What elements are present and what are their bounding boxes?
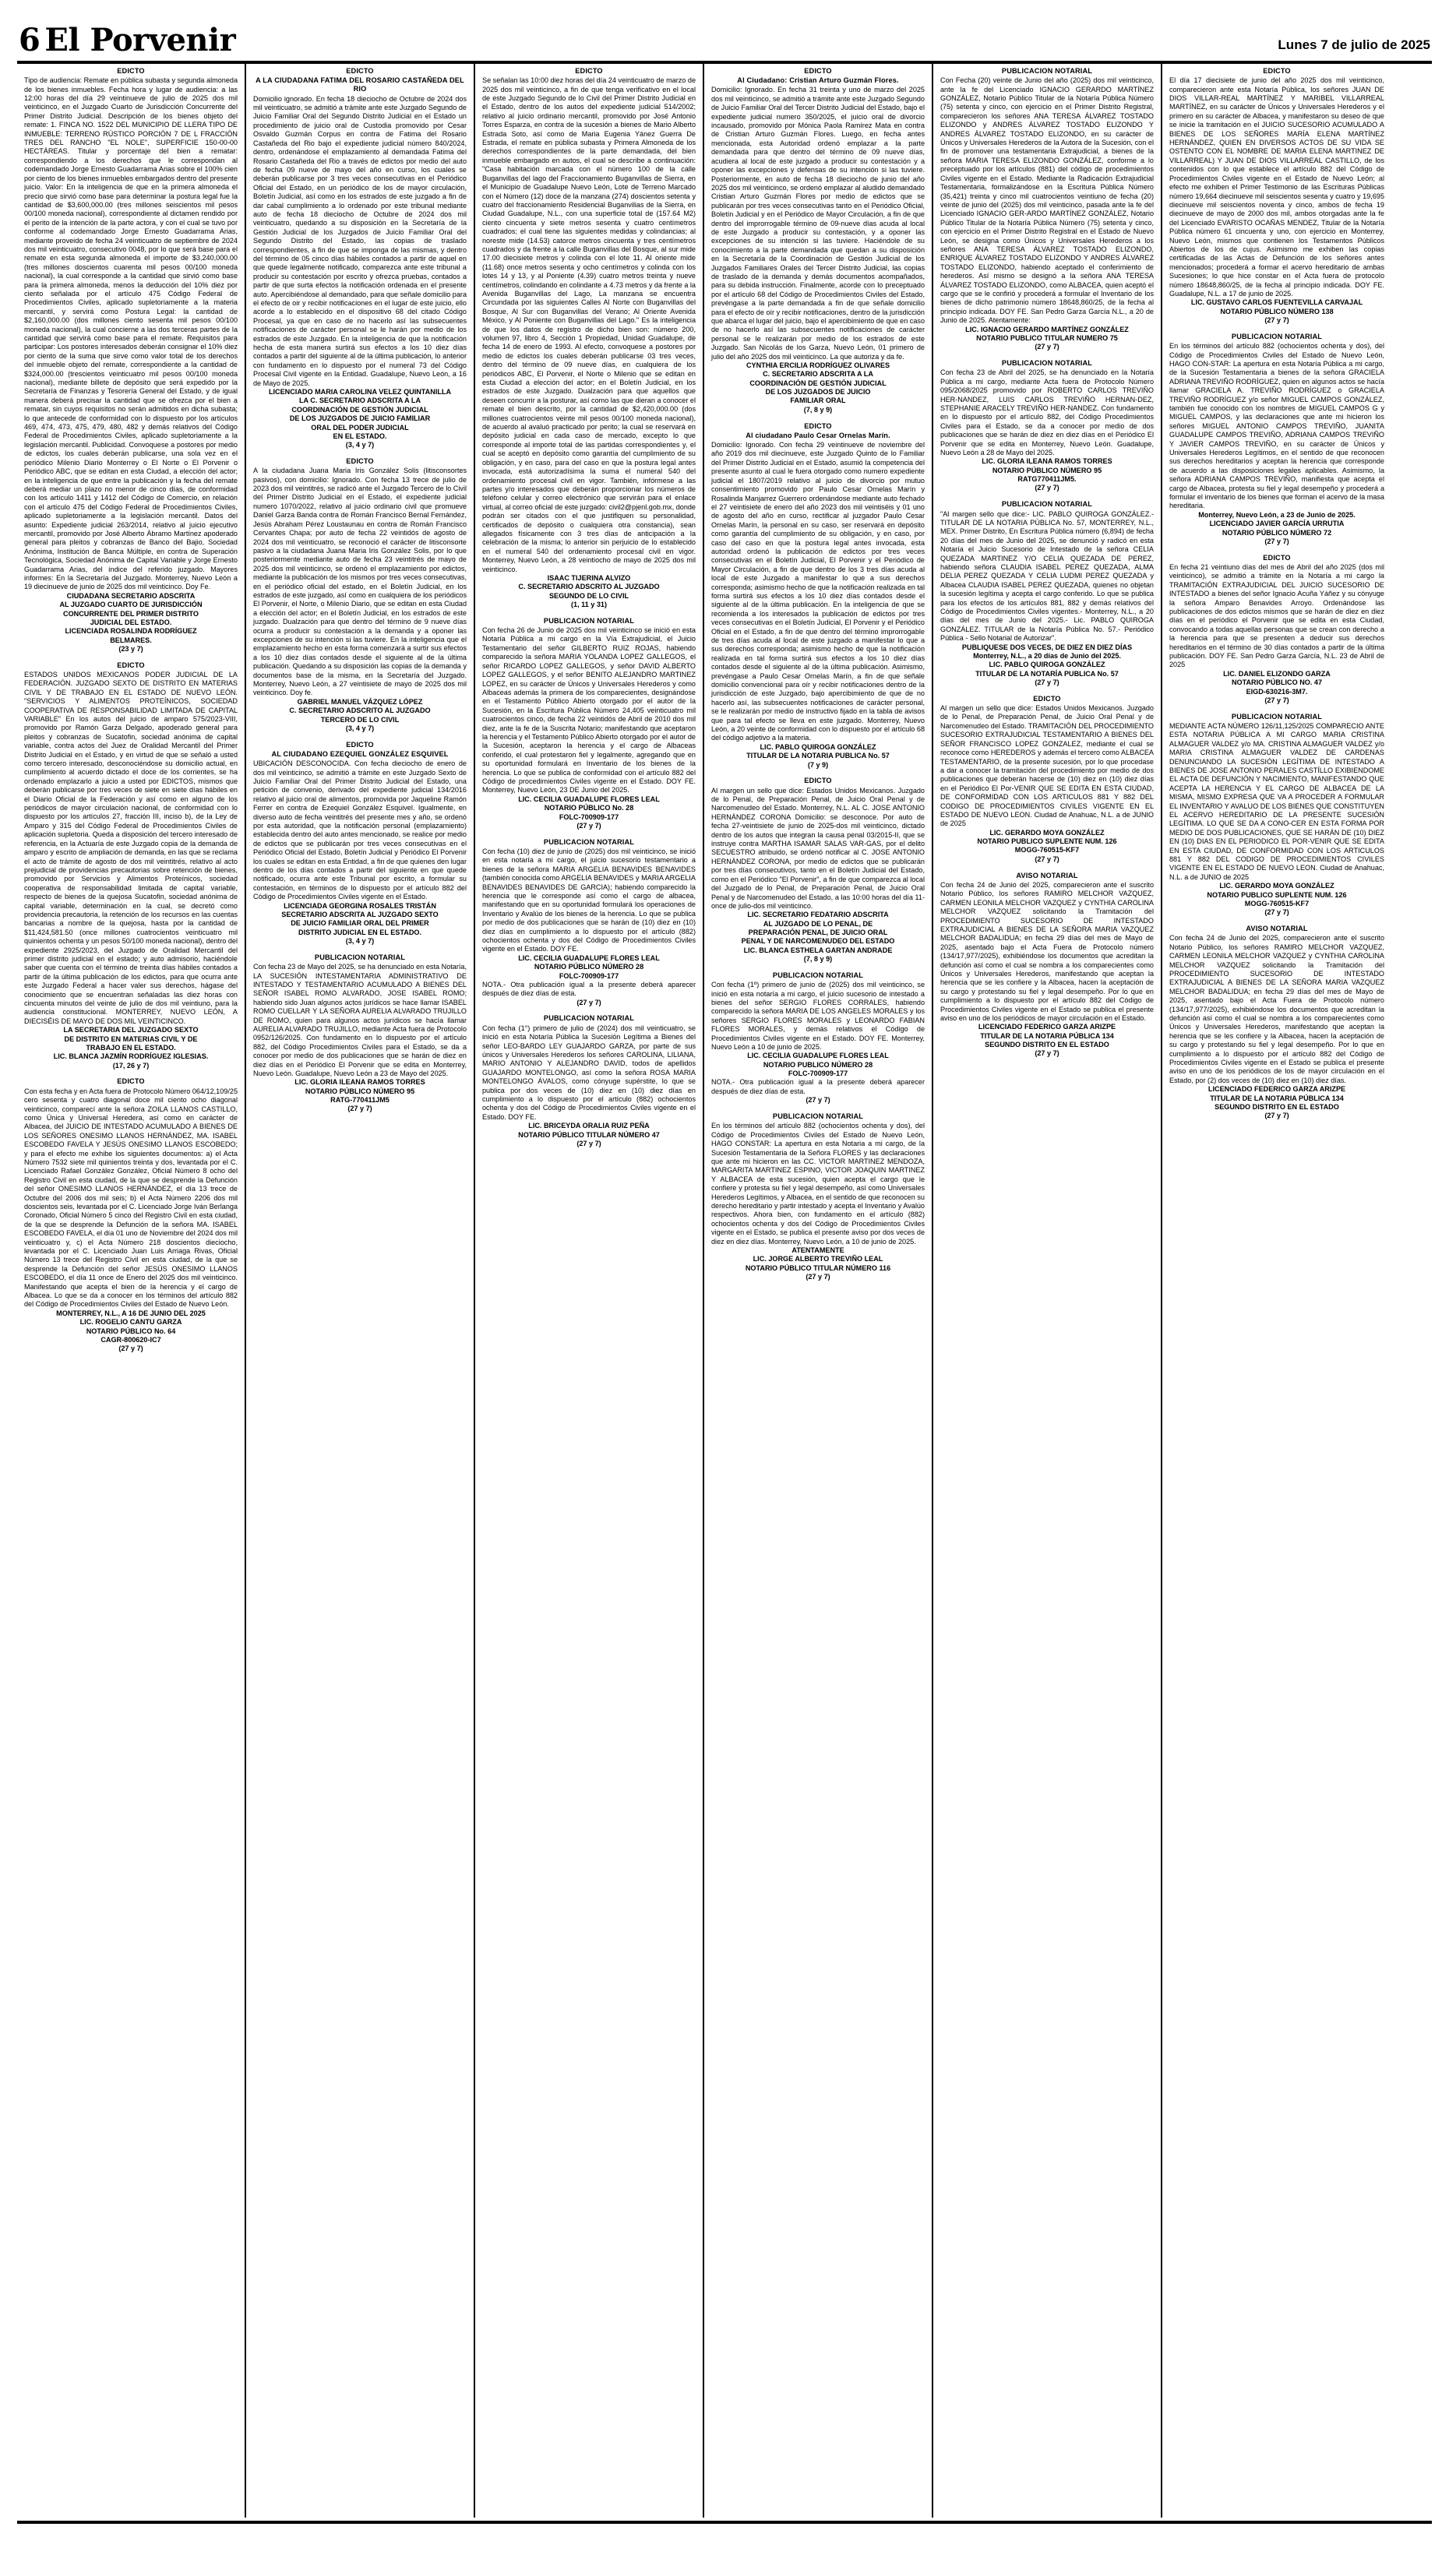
notice-signature-line: Monterrey, N.L., a 20 días de Junio del 2025. <box>973 651 1121 660</box>
notice-signature-line: PREPARACIÓN PENAL, DE JUICIO ORAL <box>748 929 888 937</box>
publication-mark: (27 y 7) <box>1264 1112 1289 1120</box>
notice-heading: PUBLICACION NOTARIAL <box>543 616 635 625</box>
notice-heading: PUBLICACION NOTARIAL <box>772 1112 864 1121</box>
notice-signature-line: LA SECRETARIA DEL JUZGADO SEXTO <box>63 1026 199 1034</box>
notice-signature-line: TERCERO DE LO CIVIL <box>320 715 400 724</box>
notice-body: Con fecha (10) diez de junio de (2025) dos mil veinticinco, se inició en esta notaría a mi cargo, el juicio sucesorio testamentario a bienes de la señora MARIA ARGELIA BENAVIDES BENAVIDES (también conocida como ARGELIA BENAVIDES y MARIA ARGELIA BENAVIDES BENAVIDES DE GARCIA); habiendo comparecido la herencia que le corresponde así como el cargo de albacea, manifestando que en su oportunidad formulará los operaciones de Inventario y Avalúo de los bienes de la herencia. Lo que se publica por medio de dos publicaciones que se harán de (10) diez en (10) diez días en cumplimiento a lo dispuesto por el artículo (882) ochocientos ochenta y dos del Código de Procedimientos Civiles vigente en el Estado. DOY FE. <box>482 847 696 953</box>
notice-signature-line: CAGR-800620-IC7 <box>100 1335 161 1344</box>
notice-body: MEDIANTE ACTA NÚMERO 126/11,125/2025 COMPARECIO ANTE ESTA NOTARIA PÚBLICA A MI CARGO MARIA CRISTINA ALMAGUER VALDEZ y/o MA. CRISTINA ALMAGUER VALDEZ y/o MARIA CRISTINA ALMAGUER VALDEZ DE CARDENAS DENUNCIANDO LA SUCESIÓN LEGÍTIMA DE INTESTADO A BIENES DE JOSE ANTONIO PERALES CASTÍLLO EXIBIENDOME EL ACTA DE DEFUNCIÓN Y NACIMIENTO, MANIFESTANDO QUE ACEPTA LA HERENCIA Y EL CARGO DE ALBACEA DE LA MISMA, MISMO EXPRESA QUE VA A PROCEDER A FORMULAR EL INVENTARIO Y AVALUO DE LOS BIENES QUE CONSTITUYEN EL ACERVO HEREDITARIO DE LA PRESENTE SUCESIÓN LEGÍTIMA. LO QUE SE DA A CONO-CER EN ESTA FORMA POR MEDIO DE DOS PUBLICACIONES, QUE SE HARÁN DE (10) DIEZ EN (10) DIAS EN EL PERIODICO EL POR-VENIR QUE SE EDITA EN ESTA CIUDAD, DE CONFORMIDAD CON LOS ARTICULOS 881 Y 882 DEL CODIGO DE PROCEDIMIENTOS CIVILES VIGENTE EN EL ESTADO DE NUEVO LEON. Ciudad de Anahuac, N.L. a de JUNIO de 2025 <box>1169 721 1384 881</box>
notice-heading: EDICTO <box>346 457 374 466</box>
footer-rule <box>17 2521 1432 2524</box>
notice-heading: PUBLICACION NOTARIAL <box>314 953 406 961</box>
publication-mark: (27 y 7) <box>1264 316 1289 325</box>
notice <box>940 695 1154 865</box>
notice-signature-line: JUDICIAL DEL ESTADO. <box>90 618 172 626</box>
notice-signature-line: ISAAC TIJERINA ALVIZO <box>547 573 631 582</box>
notice-heading: PUBLICACION NOTARIAL <box>1231 712 1323 721</box>
notice-heading: EDICTO <box>804 67 832 75</box>
notice-signature-line: LA C. SECRETARIO ADSCRITA A LA <box>298 396 421 405</box>
masthead <box>0 0 1449 61</box>
publication-mark: (7, 8 y 9) <box>803 955 833 964</box>
notice-signature-line: NOTARIO PUBLICO NÚMERO 28 <box>763 1060 873 1069</box>
notice-heading: EDICTO <box>1263 67 1291 75</box>
notice <box>940 872 1154 1059</box>
publication-mark: (27 y 7) <box>1035 484 1059 492</box>
notice-signature-line: SEGUNDO DISTRITO EN EL ESTADO <box>1215 1102 1339 1111</box>
notice-signature-line: SECRETARIO ADSCRITA AL JUZGADO SEXTO <box>281 911 439 918</box>
notice-body: En fecha 21 veintiuno días del mes de Abril del año 2025 (dos mil veinticinco), se admitió a trámite en la Notaría a mi cargo la TRAMITACIÓN EXTRAJUDICIAL DEL JUICIO SUCESORIO DE INTESTADO a bienes del señor Ignacio Acuña Yáñez y su cónyuge la señora Amparo Benavides Arroyo. Ordenándose las publicaciones de dos edictos mismos que se harán de diez en diez días en el periódico el Porvenir que se edita en esta Ciudad, convocando a todas aquellas personas que se crean con derecho a la herencia para que se presenten a deducir sus derechos hereditarios en el término de 30 días contados a partir de la última publicación. DOY FE. San Pedro Garza García, N.L. 23 de Abril de 2025 <box>1169 562 1384 669</box>
column-2 <box>246 64 475 2518</box>
notice-signature-line: DE JUICIO FAMILIAR ORAL DEL PRIMER <box>291 919 429 928</box>
notice-signature-line: LIC. BLANCA ESTHELA GARTAN ANDRADE <box>743 946 893 954</box>
publication-mark: (27 y 7) <box>1035 678 1059 687</box>
notice-signature-line: LICENCIADO FEDERICO GARZA ARIZPE <box>978 1023 1116 1031</box>
notice-signature-line: DE DISTRITO EN MATERIAS CIVIL Y DE <box>64 1034 198 1043</box>
notice-signature-line: NOTARIO PÚBLICO NÚMERO 95 <box>305 1087 415 1095</box>
notice <box>253 953 467 1114</box>
notice-body: ESTADOS UNIDOS MEXICANOS PODER JUDICIAL DE LA FEDERACIÓN. JUZGADO SEXTO DE DISTRITO EN MATERIAS CIVIL Y DE TRABAJO EN EL ESTADO DE NUEVO LEÓN. "SERVICIOS Y ALIMENTOS PROTEÍNICOS, SOCIEDAD COOPERATIVA DE RESPONSABILIDAD LIMITADA DE CAPITAL VARIABLE" En los autos del juicio de amparo 575/2023-VIII, promovido por Ramón Garza Delgado, apoderado general para pleitos y cobranzas de Sucatofin, sociedad anónima de capital variable, contra actos del Juez de Oralidad Mercantil del Primer Distrito Judicial en el Estado, y en virtud de que se señaló a usted como tercero interesado, desconociéndose su domicilio actual, en cumplimiento al acuerdo dictado el doce de los corrientes, se ha ordenado emplazarlo a juicio a usted por EDICTOS, mismos que deberán publicarse por tres veces de siete en siete días hábiles en el Diario Oficial de la Federación y así como en alguno de los periódicos de mayor circulación nacional, de conformidad con lo dispuesto por los artículos 27, fracción III, inciso b), de la Ley de Amparo y 315 del Código Federal de Procedimientos Civiles de aplicación supletoria. Queda a disposición del tercero interesado de referencia, en la Actuaría de este Juzgado copia de la demanda de amparo y escrito de ampliación de demanda, en las que se reclama el acto de trámite de agosto de dos mil veintitrés, relativo al acto prejudicial de providencias precautorias sobre retención de bienes, promovido por Servicios y Alimentos Proteínicos, sociedad cooperativa de responsabilidad limitada de capital variable, respecto de bienes de la quejosa Sucatofin, sociedad anónima de capital variable, determinación en la cual, se decretó como providencia precautoria, la retención de los recursos en las cuentas bancarias a nombre de la quejosa, hasta por la cantidad de $11,424,581.50 (once millones cuatrocientos veinticuatro mil quinientos ochenta y un pesos 50/100 moneda nacional), dentro del expediente 2925/2023, del Juzgado de Oralidad Mercantil del primer distrito judicial en el estado; y auto admisorio, haciéndole saber que cuenta con el término de treinta días hábiles contados a partir de la última publicación de los edictos, para que ocurra ante este Juzgado Federal a hacer valer sus derechos, hágase del conocimiento que se encuentran señaladas las diez horas con cincuenta minutos del veinte de julio de dos mil veintiuno, para la audiencia constitucional. MONTERREY, NUEVO LEÓN, A DIECISÉIS DE MAYO DE DOS MIL VEINTICINCO. <box>24 670 238 1025</box>
notice-heading: PUBLICACION NOTARIAL <box>1001 359 1093 368</box>
notice <box>253 741 467 946</box>
notice-heading: PUBLICACION NOTARIAL <box>1001 500 1093 509</box>
notice-body: Al margen un sello que dice: Estados Unidos Mexicanos. Juzgado de lo Penal, de Preparación Penal, de Juicio Oral Penal y de Narcomenudeo del Estado. TRAMITACIÓN DEL PROCEDIMIENTO SUCESORIO EXTRAJUDICIAL TESTAMENTARIO A BIENES DEL SEÑOR FRANCISCO LOPEZ GONZALEZ, mediante el cual se reconoce como HEREDEROS y además el tercero como ALBACEA TESTAMENTARIO, de la presente sucesión, por lo que procedase a dar a conocer la tramitación del procedimiento por medio de dos publicaciones que deberán hacerse de (10) diez en (10) diez días en el Periódico El Por-VENIR QUE SE EDITA EN ESTA CIUDAD, DE CONFORMIDAD CON LOS ARTICULOS 881 Y 882 DEL CODIGO DE PROCEDIMIENTOS CIVILES VIGENTE EN EL ESTADO DE NUEVO LEON. Ciudad de Anahuac, N.L. a de JUNIO de 2025 <box>940 704 1154 828</box>
publication-mark: (7, 8 y 9) <box>803 405 833 414</box>
publication-mark: (23 y 7) <box>118 644 143 653</box>
notice-heading: PUBLICACION NOTARIAL <box>1231 332 1323 340</box>
publication-mark: (17, 26 y 7) <box>112 1061 150 1070</box>
notice <box>482 1014 696 1148</box>
publication-mark: (27 y 7) <box>118 1344 143 1353</box>
notice <box>711 1112 925 1282</box>
notice-signature-line: LIC. BLANCA JAZMÍN RODRÍGUEZ IGLESIAS. <box>53 1052 209 1061</box>
notice <box>940 359 1154 493</box>
notice-body: UBICACIÓN DESCONOCIDA. Con fecha dieciocho de enero de dos mil veinticinco, se admitió a trámite en este Juzgado Sexto de Juicio Familiar Oral del Primer Distrito Judicial del Estado, una petición de convenio, derivado del expediente judicial 134/2016 relativo al juicio oral de alimentos, promovida por Jaqueline Ramón Ferrer en contra de Ezequiel González Esquivel. Igualmente, en diverso auto de fecha veintitrés del presente mes y año, se ordenó por esta autoridad, que la notificación personal (emplazamiento) establecida dentro del auto antes mencionado, se realice por medio de edictos que se publicarán por tres veces consecutivas en el Periódico Oficial del Estado, Boletín Judicial y Periódico El Porvenir los cuales se editan en esta Entidad, a fin de que quienes den lugar dentro de los días contados a partir del siguiente en que quede notificado, ocurra ante este Tribunal por escrito, a formular su contestación, en términos de lo dispuesto por el artículo 882 del Código de Procedimientos Civiles vigente en el Estado. <box>253 759 467 901</box>
notice-signature-line: NOTARIO PÚBLICO NÚMERO 28 <box>534 963 644 971</box>
publication-date: Lunes 7 de julio de 2025 <box>1278 37 1430 52</box>
notice-signature-line: LIC. BRICEYDA ORALIA RUIZ PEÑA <box>528 1122 650 1130</box>
notice-body: A la ciudadana Juana Maria Iris González Solis (litisconsortes pasivos), con domicilio: Ignorado. Con fecha 13 trece de julio de 2023 dos mil veintitrés, se radicó ante el Juzgado Tercero de lo Civil del Primer Distrito Judicial en el Estado, el expediente judicial numero 1070/2022, relativo al juicio ordinario civil que promueve Daniel Garza Banda contra de Román Francisco Bernal Fernández, Jesús Abraham Pérez Loustaunau en contra de Román Francisco Cervantes Chapa; por auto de fecha 22 veintidós de agosto de 2024 dos mil veinticuatro, se reconoció el carácter de litisconsorte pasivo a la ciudadana Juana Maria Iris González Solis, por lo que posteriormente mediante auto de fecha 23 veintitrés de mayo de 2025 dos mil veinticinco, se ordenó el emplazamiento por edictos, mediante la publicación de los mismos por tres veces consecutivas, en el periódico oficial del estado, en el Boletín Judicial, en los estrados de este juzgado, así como en cualquiera de los periódicos El Porvenir, el Norte, o Milenio Diario, que se editan en esta Ciudad a elección del actor; en el Boletín Judicial, en los estrados de este juzgado. Dualzación para que dentro del término de 9 nueve días ocurra a producir su contestación a la demanda y a oponer las excepciones de su intención si las tuviere. En la inteligencia que el emplazamiento hecho en esta forma comenzará a surtir sus efectos a los 10 diez días contados desde el siguiente al de la última publicación. Quedando a su disposición las copias de la demanda y documentos base de la misma, en la Secretaría del Juzgado. Monterrey, Nuevo León, a 27 veintisiete de mayo de 2025 dos mil veinticinco. Doy fe. <box>253 467 467 697</box>
notice-body: Con fecha 24 de Junio del 2025, comparecieron ante el suscrito Notario Público, los señores RAMIRO MELCHOR VAZQUEZ, CARMEN LEONILA MELCHOR VAZQUEZ y CYNTHIA CAROLINA MELCHOR VAZQUEZ solicitando la Tramitación del PROCEDIMIENTO SUCESORIO DE INTESTADO EXTRAJUDICIAL A BIENES DE LA SEÑORA MARIA VAZQUEZ MELCHOR BADALIDUA; en fecha 29 días del mes de Mayo de 2025, asentado bajo el Acta Fuera de Protocolo número (134/17,977/2025), exhibiéndose los documentos que acreditan la defunción así como el cual se nombra a los comparecientes como Únicos y Universales Herederos, manifestando que aceptan la herencia que se les confiere y la Albacea, hacen la aceptación de su cargo y protestando su fiel y legal desempeño. Por lo que en cumplimiento a lo dispuesto por el artículo 882 del Código de Procedimientos Civiles vigente en el Estado se publica el presente aviso en uno de los periódicos de los de mayor circulación en el Estado, por (2) dos veces de (10) diez en (10) diez días. <box>1169 934 1384 1084</box>
notice-heading: EDICTO <box>346 67 374 75</box>
notice-body: Con fecha (1º) primero de junio de (2025) dos mil veinticinco, se inició en esta notaría a mi cargo, el juicio sucesorio de intestado a bienes del señor SERGIO FLORES CORRALES, habiendo comparecido la señora MARIA DE LOS ANGELES MORALES y los señores SERGIO FLORES MORALES y LEONARDO FABIAN FLORES MORALES, y demás relativos el Código de Procedimientos Civiles vigente en el Estado. DOY FE. Monterrey, Nuevo León a 10 de junio de 2025. <box>711 981 925 1051</box>
page-number: 6 <box>19 22 41 58</box>
notice-note: NOTA.- Otra publicación igual a la presente deberá aparecer después de diez días de esta. <box>711 1078 925 1095</box>
publication-mark: (27 y 7) <box>1264 537 1289 545</box>
notice-signature-line: NOTARIO PÚBLICO No. 64 <box>86 1327 176 1335</box>
notice-signature-line: LICENCIADO FEDERICO GARZA ARIZPE <box>1208 1085 1346 1094</box>
publication-mark: (1, 11 y 31) <box>570 601 607 609</box>
notice-signature-line: LIC. CECILIA GUADALUPE FLORES LEAL <box>747 1052 889 1060</box>
notice <box>940 500 1154 688</box>
notice-signature-line: GABRIEL MANUEL VÁZQUEZ LÓPEZ <box>297 697 423 706</box>
notice-signature-line: NOTARIO PUBLICO TITULAR NUMERO 75 <box>976 333 1118 342</box>
notice-signature-line: NOTARIO PÚBLICO NÚMERO 72 <box>1222 528 1332 537</box>
notice-signature-line: LIC. SECRETARIO FEDATARIO ADSCRITA <box>747 911 889 919</box>
publication-mark: (27 y 7) <box>1035 855 1059 863</box>
notices-columns <box>17 64 1432 2518</box>
notice-body: Con fecha 23 de Abril del 2025, se ha denunciado en la Notaría Pública a mi cargo, mediante Acta fuera de Protocolo Número 095/2068/2025 promovido por ROBERTO CARLOS TREVIÑO HER-NANDEZ, LUIS CARLOS TREVIÑO HERNAN-DEZ, STEPHANIE ARACELY TREVIÑO HER-NANDEZ. Con fundamento en lo dispuesto por el artículo 882, del Código Procedimientos Civiles para el Estado, se da a conocer por medio de dos publicaciones que se harán de diez en diez días en el Periódico El Porvenir que se edita en Monterrey, Nuevo León. Guadalupe, Nuevo León a 28 de Mayo del 2025. <box>940 368 1154 456</box>
publication-mark: (3, 4 y 7) <box>345 937 375 946</box>
notice-signature-line: NOTARIO PUBLICO SUPLENTE NUM. 126 <box>977 837 1117 846</box>
notice-signature-line: CYNTHIA ERCILIA RODRÍGUEZ OLIVARES <box>746 361 890 370</box>
notice-signature-line: LIC. PABLO QUIROGA GONZÁLEZ <box>760 742 876 751</box>
notice-signature-line: PUBLIQUESE DOS VECES, DE DIEZ EN DIEZ DÍAS <box>961 643 1133 651</box>
notice <box>253 67 467 450</box>
notice-signature-line: COORDINACIÓN DE GESTIÓN JUDICIAL <box>749 379 887 387</box>
notice-signature-line: C. SECRETARIO ADSCRITO AL JUZGADO <box>518 583 660 591</box>
publication-mark: (27 y 7) <box>1264 696 1289 704</box>
notice-signature-line: FAMILIAR ORAL <box>790 396 846 405</box>
notice-signature-line: C. SECRETARIO ADSCRITA A LA <box>763 370 873 379</box>
notice-signature-line: NOTARIO PÚBLICO No. 28 <box>544 804 634 812</box>
notice <box>711 67 925 415</box>
notice-body: Al margen un sello que dice: Estados Unidos Mexicanos. Juzgado de lo Penal, de Preparación Penal, de Juicio Oral Penal y de Narcomenudeo del Estado. Monterrey, N.L. AL C. JOSE ANTONIO HERNÁNDEZ CORONA Domicilio: se desconoce. Por auto de fecha 27-veintisiete de junio de 2025-dos mil veinticinco, dictado dentro de los autos que integran la causa penal 03/2015-II, que se instruye contra MARTHA ISAMAR SALAS VAR-GAS, por el delito SECUESTRO atribuido, se ordenó notificar al C. JOSE ANTONIO HERNÁNDEZ CORONA, por medio de edictos que se publicarán por tres días consecutivos, tanto en el Boletín Judicial del Estado, como en el Periódico "El Porvenir", a fin de que comparezca al local del Juzgado de lo Penal, de Preparación Penal, de Juicio Oral Penal y de Narcomenudeo del Estado, a las 10:00 horas del día 11-once de julio-dos mil veinticinco. <box>711 786 925 910</box>
notice-subheading: AL CIUDADANO EZEQUIEL GONZÁLEZ ESQUIVEL <box>271 749 449 758</box>
publication-mark: (27 y 7) <box>1035 1049 1059 1058</box>
notice-signature-line: LIC. IGNACIO GERARDO MARTÍNEZ GONZÁLEZ <box>965 325 1129 333</box>
notice-signature-line: SEGUNDO DE LO CIVIL <box>548 591 629 600</box>
publication-name: El Porvenir <box>44 22 236 58</box>
notice-body: Domicilio: Ignorado. En fecha 31 treinta y uno de marzo del 2025 dos mil veinticinco, se admitió a trámite ante este Juzgado Segundo de Juicio Familiar Oral del Tercer Distrito Judicial del Estado, bajo el expediente judicial numero 350/2025, el juicio oral de divorcio incausado, promovido por Mónica Paola Ramírez Mata en contra de Cristian Arturo Guzmán Flores. Luego, en fecha antes mencionada, esta Autoridad ordenó emplazar a la parte demandada para que dentro del término de 09 nueve días, acudiera al local de este juzgado a producir su contestación y a oponer las excepciones y defensas de su intención si las tuviere. Posteriormente, en auto de fecha 18 dieciocho de junio del año 2025 dos mil veinticinco, se ordenó emplazar al aludido demandado Cristian Arturo Guzmán Flores por medio de edictos que se publicarán por tres veces consecutivas tanto en el Periódico Oficial, Boletín Judicial y en el Periódico de Mayor Circulación, a fin de que dentro del improrrogable término de 09-nueve días acuda al local de este Juzgado a producir su contestación, y a oponer las excepciones de su intención si las tuviere. Haciéndole de su conocimiento a la parte demandada que quedan a su disposición en la Secretaría de la Coordinación de Gestión Judicial de los Juzgados Familiares Orales del Tercer Distrito Judicial, las copias de traslado de la demanda y demás documentos acompañados, para su debida instrucción. Finalmente, acorde con lo preceptuado por el artículo 68 del Código de Procedimientos Civiles del Estado, prevéngase a la parte demandada a fin de que señale domicilio para el efecto de oír y recibir notificaciones, dentro de la jurisdicción que abarca el lugar del juicio, bajo el apercibimiento de que en caso de no hacerlo así las subsecuentes notificaciones de carácter personal se le realizarán por medio de los estrados de este Juzgado. San Nicolás de los Garza, Nuevo León, 01 primero de julio del año 2025 dos mil veinticinco. La que autoriza y da fe. <box>711 86 925 361</box>
notice-signature-line: TITULAR DE LA NOTARÍA PUBLICA No. 57 <box>975 669 1119 678</box>
notice-signature-line: FOLC-700909-177 <box>559 971 619 980</box>
notice <box>1169 333 1384 547</box>
notice <box>24 1077 238 1354</box>
column-3 <box>475 64 704 2518</box>
notice <box>482 838 696 1008</box>
notice-signature-line: ATENTAMENTE <box>791 1246 844 1255</box>
publication-mark: (3, 4 y 7) <box>345 441 375 449</box>
notice-heading: EDICTO <box>117 1077 145 1086</box>
notice-body: En los términos del artículo 882 (ochocientos ochenta y dos), del Código de Procedimientos Civiles del Estado de Nuevo León, HAGO CONSTAR: La apertura en esta Notaria a mi cargo, de la Sucesión Testamentaria de la Señora FLORES y las declaraciones que ante mi hicieron en las CC. VICTOR MARTINEZ MENDOZA, MARGARITA MARTINEZ ESPINO, VICTOR JOAQUIN MARTINEZ Y ALBACEA de esta sucesión, quien acepta el cargo que le confiere y protesta su fiel y legal desempeño, así como Universales Herederos Legítimos, y Albacea, en el sentido de que reconocen su derecho hereditario y partir intestado y acepta el Inventario y Avalúo respectivos. Ahora bien, con fundamento en el artículo (882) ochocientos ochenta y dos del Código de Procedimientos Civiles vigente en el Estado, se publica el presente aviso por dos veces de diez en diez días. Monterrey, Nuevo León, a 10 de junio de 2025. <box>711 1122 925 1246</box>
notice-heading: AVISO NOTARIAL <box>1016 871 1078 879</box>
publication-mark: (7 y 9) <box>807 760 829 769</box>
notice-signature-line: DE LOS JUZGADOS DE JUICIO FAMILIAR <box>289 414 431 423</box>
notice-signature-line: FOLC-700909-177 <box>559 812 619 821</box>
notice-heading: PUBLICACION NOTARIAL <box>772 971 864 979</box>
publication-mark: (3, 4 y 7) <box>345 724 375 732</box>
notice-signature-line: LIC. DANIEL ELIZONDO GARZA <box>1223 669 1331 678</box>
notice-signature-line: AL JUZGADO CUARTO DE JURISDICCIÓN <box>59 601 203 609</box>
notice-body: "Al margen sello que dice:- LIC. PABLO QUIROGA GONZÁLEZ.- TITULAR DE LA NOTARIA PÚBLICA No. 57, MONTERREY, N.L., MEX. Primer Distrito, En Escritura Pública número (6,894) de fecha 20 días del mes de Junio del 2025, se denunció y radicó en esta Notaría el Juicio Sucesorio de Intestado de la señora CELIA QUEZADA MARTINEZ Y/O CELIA QUEZADA DE PEREZ, habiendo señora CLAUDIA ISABEL PEREZ QUEZADA, ALMA DELIA PEREZ QUEZADA Y CELIA LUDMI PEREZ QUEZADA y Albacea CLAUDIA ISABEL PEREZ QUEZADA, quienes no objetan la sucesión legítima y acepta el cargo conferido. Lo que se publica para los efectos de los artículos 881, 882 y demás relativos del Código de Procedimientos Civiles vigentes.- Monterrey, N.L., a 20 días del mes de Junio del 2025.- Lic. PABLO QUIROGA GONZÁLEZ. TITULAR de la Notaría Pública No. 57.- Periódico Pública - Sello Notarial de Autorizar". <box>940 509 1154 643</box>
notice-signature-line: LICENCIADA ROSALINDA RODRÍGUEZ <box>65 627 197 636</box>
notice-body: El día 17 diecisiete de junio del año 2025 dos mil veinticinco, comparecieron ante esta Notaría Pública, los señores JUAN DE DIOS VILLAR-REAL MARTÍNEZ Y MARIBEL VILLARREAL MARTÍNEZ, en su carácter de Únicos y Universales Herederos y el primero en su carácter de Albacea, y manifestaron su deseo de que se inicie la tramitación en el JUICIO SUCESORIO ACUMULADO A BIENES DE LOS SEÑORES MARÍA ELENA MARTÍNEZ HERNÁNDEZ, QUIEN EN DIVERSOS ACTOS DE SU VIDA SE OSTENTO CON EL NOMBRE DE MARIA ELENA MARTINEZ DE VILLARREAL) Y JUAN DE DIOS VILLARREAL CASTILLO, de los contenidos con lo que establece el artículo 882 del Código de Procedimientos Civiles vigente en el Estado de Nuevo León; al efecto me exhiben el Primer Testimonio de las Escrituras Públicas número 19,664 diecinueve mil seiscientos sesenta y cuatro y 19,695 diecinueve mil seiscientos noventa y cinco, ambos de fecha 19 diecinueve de mayo de 2000 dos mil, ambos otorgadas ante la fe del Licenciado EVARISTO OCAÑAS MENDEZ, Titular de la Notaría Pública número 61 cincuenta y uno, con ejercicio en Monterrey, Nuevo León, mismos que contienen los Testamentos Públicos Abiertos de los de cujus. Asimismo me exhiben las copias certificadas de las Actas de Defunción de los señores antes mencionados; procederá a formar el acervo hereditario de ambas Sucesiones; lo que hice constar en el Acta fuera de protocolo número 18648,860/25, de la fecha al principio indicada. DOY FE. Guadalupe, N.L. a 17 de junio de 2025. <box>1169 76 1384 298</box>
notice-signature-line: DE LOS JUZGADOS DE JUICIO <box>765 388 871 396</box>
notice <box>1169 925 1384 1121</box>
notice-heading: AVISO NOTARIAL <box>1246 925 1308 933</box>
notice-subheading: Al ciudadano Paulo Cesar Ornelas Marín. <box>746 431 890 439</box>
notice-signature-line: CIUDADANA SECRETARIO ADSCRITA <box>66 591 196 600</box>
publication-mark: (27 y 7) <box>576 1139 601 1147</box>
notice-signature-line: PENAL Y DE NARCOMENUDEO DEL ESTADO <box>741 937 895 946</box>
notice-body: Domicilio ignorado. En fecha 18 dieciocho de Octubre de 2024 dos mil veinticuatro, se admitió a trámite ante este Juzgado Segundo de Juicio Familiar Oral del Segundo Distrito Judicial en el Estado un procedimiento de juicio oral de Custodia promovido por Cesar Osvaldo Guzmán Corpus en contra de Fatima del Rosario Castañeda del Rio bajo el expediente judicial número 840/2024, dentro, ordenándose el emplazamiento al demandada Fatima del Rosario Castañeda del Rio a través de edictos por medio del auto de fecha 09 nueve de mayo del año en curso, los cuales se deberán publicarse por 3 tres veces consecutivas en el Periódico Oficial del Estado, en un periódico de los de mayor circulación, Boletín Judicial, así como en los estrados de este juzgado a fin de dar cabal cumplimiento a lo ordenado por este tribunal mediante auto de fecha 18 dieciocho de Octubre de 2024 dos mil veinticuatro, quedando a su disposición en la Secretaría de la Gestión Judicial de los Juzgados de Juicio Familiar Oral del Segundo Distrito del Estado, las copias de traslado correspondientes, a fin de que se imponga de las mismas, y dentro del término de 05 cinco días hábiles contados a partir de aquel en que quede legalmente notificado, comparezca ante este tribunal a producir su contestación por escrito y ofrezca pruebas, contados a partir de que surta efectos la notificación ordenada en el presente auto. Apercibiéndose al demandado, para que señale domicilio para el efecto de oir y recibir notificaciones en el lugar de este juicio, ello acorde a lo establecido en el dispositivo 68 del citado Código Procesal, ya que en caso de no hacerlo así las subsecuentes notificaciones de carácter personal se le harán por medio de los estrados de este Juzgado. En la inteligencia de que la notificación hecha de esta manera surtirá sus efectos a los 10 diez días contados a partir del siguiente al de la última publicación, lo anterior con fundamento en lo dispuesto por el numeral 73 del Código Procesal Civil vigente en la Entidad. Guadalupe, Nuevo León, a 16 de Mayo de 2025. <box>253 94 467 387</box>
publication-mark: (27 y 7) <box>806 1096 830 1105</box>
notice-heading: EDICTO <box>575 67 603 75</box>
publication-mark: (27 y 7) <box>347 1105 372 1113</box>
publication-mark: (27 y 7) <box>576 821 601 830</box>
notice-body: Se señalan las 10:00 diez horas del día 24 veinticuatro de marzo de 2025 dos mil veinticinco, a fin de que tenga verificativo en el local de este Juzgado Segundo de lo Civil del Primer Distrito Judicial en el Estado, dentro de los autos del expediente judicial 514/2002; relativo al juicio ordinario mercantil, promovido por José Antonio Torres Esparza, en contra de la sucesión a bienes de Mario Alberto Estrada Soto, así como de Maria Eugenia Yánez Guerra De Estrada, el remate en pública subasta y Primera Almoneda de los derechos correspondientes de la parte demandada, del bien inmueble embargado en autos, el cual se describe a continuación: "Casa habitación marcada con el número 100 de la calle Buganvillas del lago del Fraccionamiento Buganvillas de Sierra, en el Municipio de Guadalupe Nuevo León, Lote de Terreno Marcado con el Número (12) doce de la manzana (274) doscientos setenta y cuatro del fraccionamiento Residencial Buganvilias de la Sierra, en Ciudad Guadalupe, N.L., con una superficie total de (157.64 M2) ciento cincuenta y siete metros sesenta y cuatro centímetros cuadrados; el cual tiene las siguientes medidas y colindancias; al noreste mide (14.53) catorce metros cincuenta y tres centímetros cuadrados y da frente a la calle Buganvillas del Bosque, al sur mide 17.00 diecisiete metros y colinda con el lote 11. Al oriente mide (11.68) once metros sesenta y ocho centímetros y colinda con los lotes 14 y 13, y al Poniente (4.39) cuatro metros treinta y nueve centímetros, colindando en colindante a 4.73 metros y da frente a la Avenida Buganvillas del Lago, La manzana se encuentra Circundada por las siguientes Calles Al Norte con Buganvillas del Bosque, Al Sur con Buganvillas del Verano; Al Oriente Avenida México, y Al Poniente con Buganvillas del Lago." Es la inteligencia de que los datos de registro de dicho bien son: número 200, volumen 97, libro 4, Sección 1 Propiedad, Unidad Guadalupe, de fecha 14 de enero de 1993. Al efecto, convoquese a postores por medio de edictos los cuales deberán publicarse 03 tres veces, dentro del término de 09 nueve días, en cualquiera de los periódicos ABC, El Porvenir, el Norte o Milenio que se editan en esta Ciudad a elección del actor; en el Boletín Judicial, en los estrados de este Juzgado. Dualzación para que aquellos que deseen concurrir a la posturar, así como las que dieran a conocer el remate el bien descrito, por la cantidad de $2,420,000.00 (dos millones cuatrocientos veinte mil pesos 00/100 moneda nacional), de acuerdo al avaluó practicado por perito; la cual se reservará en depósito judicial en cada caso de mercado, excepto lo que corresponde al importe total de las partidas correspondientes y, el cual se aceptó en depósito como garantía del cumplimiento de su obligación, y en caso, para del caso en que la postura legal antes invocada, está autorizadísima la suma el numeral 540 del ordenamiento procesal civil en vigor. También, infórmese a las partes y/o interesados que deberán proporcionar los números de teléfono celular y correo electrónico que servirán para el enlace virtual, al correo oficial de este juzgado: civil2@pjenl.gob.mx, donde podrán ser citados con el que justifiquen su personalidad, certificados de depósito o cualquiera otra constancia), sean allegados físicamente con 3 tres días de anticipación a la celebración de la misma; lo anterior sin perjuicio de lo establecido en el numeral 540 del ordenamiento procesal civil en vigor. Monterrey, Nuevo León, a 28 veintiocho de mayo de 2025 dos mil veinticinco. <box>482 76 696 573</box>
notice-signature-line: EN EL ESTADO. <box>333 432 387 440</box>
notice-signature-line: RATG770411JM5. <box>1017 475 1077 484</box>
notice-heading: PUBLICACION NOTARIAL <box>543 1014 635 1023</box>
notice-signature-line: ORAL DEL PODER JUDICIAL <box>311 423 409 432</box>
notice-signature-line: TRABAJO EN EL ESTADO. <box>86 1043 176 1052</box>
notice-signature-line: EIGD-630216-3M7. <box>1246 687 1308 696</box>
notice-signature-line: CONCURRENTE DEL PRIMER DISTRITO <box>63 609 199 618</box>
notice-signature-line: NOTARIO PÚBLICO NO. 47 <box>1231 678 1323 687</box>
notice-signature-line: LICENCIADO JAVIER GARCÍA URRUTIA <box>1209 520 1345 528</box>
notice-signature-line: LIC. CECILIA GUADALUPE FLORES LEAL <box>518 795 660 803</box>
notice-signature-line: COORDINACIÓN DE GESTIÓN JUDICIAL <box>291 405 428 414</box>
notice-heading: PUBLICACION NOTARIAL <box>543 837 635 846</box>
publication-mark: (27 y 7) <box>1035 343 1059 351</box>
notice-body: Con esta fecha y en Acta fuera de Protocolo Número 064/12,109/25 cero sesenta y cuatro diagonal doce mil ciento ocho diagonal veinticinco, comparecí ante la señora ZOILA LLANOS CASTILLO, como Única y Universal Heredera, así como en carácter de Albacea, del JUICIO DE INTESTADO ACUMULADO A BIENES DE LOS SEÑORES ONESIMO LLANOS HERNÁNDEZ, MA. ISABEL ESCOBEDO FAVELA Y JESÚS ONESIMO LLANOS ESCOBEDO; y para el efecto me exhibe los siguientes documentos: a) el Acta Número 7532 siete mil quinientos treinta y dos, levantada por el C. Licenciado Rafael González González, Oficial Número 8 ocho del Registro Civil en esta ciudad, de la que se desprende la Defunción del señor ONESIMO LLANOS HERNÁNDEZ, el día 13 trece de Octubre del 2006 dos mil seis; b) el Acta Número 2206 dos mil doscientos seis, levantada por el C. Licenciado Jorge Iván Berlanga Coronado, Oficial Número 5 cinco del Registro Civil en esta ciudad, de la que se desprende la Defunción de la señora MA. ISABEL ESCOBEDO FAVELA, el día 01 uno de Noviembre del 2024 dos mil veinticuatro y, c) el Acta Número 218 doscientos dieciocho, levantada por el C. Licenciado Juan Luis Arriaga Rivas, Oficial Número 13 trece del Registro Civil en esta ciudad, de la que se desprende la Defunción del señor JESÚS ONESIMO LLANOS ESCOBEDO, el día 11 once de Enero del 2025 dos mil veinticinco. Manifestando que acepta el bien de la herencia y el cargo de Albacea. Lo que se da a conocer en los términos del artículo 882 del Código de Procedimientos Civiles del Estado de Nuevo León. <box>24 1087 238 1309</box>
notice <box>940 67 1154 352</box>
publication-mark: (27 y 7) <box>1264 908 1289 917</box>
notice-signature-line: MONTERREY, N.L., A 16 DE JUNIO DEL 2025 <box>56 1309 206 1317</box>
notice-signature-line: TITULAR DE LA NOTARIA PUBLICA No. 57 <box>746 752 890 760</box>
notice-signature-line: DISTRITO JUDICIAL EN EL ESTADO. <box>298 928 421 936</box>
notice-signature-line: FOLC-700909-177 <box>788 1070 848 1078</box>
notice-signature-line: LIC. GLORIA ILEANA RAMOS TORRES <box>982 457 1112 466</box>
notice-body: Tipo de audiencia: Remate en pública subasta y segunda almoneda de los bienes inmuebles. Fecha hora y lugar de audiencia: a las 12:00 horas del día 29 veintinueve de julio de 2025 dos mil veinticinco, en el Juzgado Cuarto de Jurisdicción Concurrente del Primer Distrito Judicial. Descripción de los bienes objeto del remate: 1. FINCA NO. 1522 DEL MUNICIPIO DE LLERA TIPO DE INMUEBLE: TERRENO RÚSTICO PORCIÓN 7 DE L FRACCIÓN TRES DEL RANCHO "EL NOLE", SUPERFICIE 150-00-00 HECTÁREAS. Titular y porcentaje del bien a rematar: correspondiendo a los derechos que le correspondan al codemandado Jorge Ernesto Guadarrama Arias sobre el 100% cien por ciento de los bienes inmuebles embargados dentro del presente juicio. Valor: En la inteligencia de que en la primera almoneda el precio que sirvió como base para determinar la postura legal fue la cantidad de $3,600,000.00 (tres millones seiscientos mil pesos 00/100 moneda nacional), correspondiente al dictamen rendido por el perito de la intención de la parte actora, y con el cual se tuvo por conforme al codemandado Jorge Ernesto Guadarrama Arias, mediante proveido de fecha 24 veinticuatro de septiembre de 2024 dos mil veinticuatro, consecutivo 0048, por lo que será base para el remate en esta segunda almoneda el importe de $3,240,000.00 (tres millones doscientos cuarenta mil pesos 00/100 moneda nacional), la cual corresponde a la cantidad que sirvió como base para la primera almoneda, menos la deducción del 10% diez por ciento señalada por el artículo 475 Código Federal de Procedimientos Civiles, aplicado supletoriamente a la materia mercantil, y servirá como Postura Legal: la cantidad de $2,160,000.00 (dos millones ciento sesenta mil pesos 00/100 moneda nacional), la cual concierne a las dos terceras partes de la cantidad que servirá como base para el remate. Requisitos para participar: Los postores interesados deberán consignar el 10% diez por ciento de la suma que sirve como valor total de los derechos del inmueble objeto del remate, correspondiente a la cantidad de $324,000.00 (trescientos veinticuatro mil pesos 00/100 moneda nacional), mediante billete de depósito que será expedido por la Secretaría de Finanzas y Tesorería General del Estado, y de igual manera deberá precisar la cantidad que se ofrezca por el bien a rematar, sin cuyos requisitos no serán admitidos en dicha subasta; lo que antecede de conformidad con lo dispuesto por los artículos 469, 474, 473, 475, 479, 480, 482 y demás relativos del Código Federal de Procedimientos Civiles, aplicado supletoriamente a la legislación mercantil. Publicidad. Convoquese a postores por medio de edictos, los cuales deberán publicarse, una sola vez en el periódico Milenio Diario Monterrey o El Norte o El Porvenir o Periódico ABC, que se editan en esta Ciudad, a elección del actor; en la inteligencia de que entre la publicación y la fecha del remate deberá mediar un plazo no menor de cinco días, de conformidad con los artículo 1411 y 1412 del Código de Comercio, en relación con el artículo 475 del Código Federal de Procedimientos Civiles, aplicado supletoriamente a la legislación mercantil. Datos del asunto: Expediente judicial 263/2014, relativo al juicio ejecutivo mercantil, promovido por José Alberto Ábramo Martínez apoderado general para pleitos y cobranzas de Banco del Bajio, Sociedad Anónima, Institución de Banca Múltiple, en contra de Superación Tecnológica, Sociedad Anónima de Capital Variable y Jorge Ernesto Guadarrama Arias, del índice del referido juzgado. Mayores informes: En la Secretaría del Juzgado. Monterrey, Nuevo León a 19 diecinueve de junio de 2025 dos mil veinticinco. Doy Fe. <box>24 76 238 591</box>
masthead-title <box>19 22 236 58</box>
notice-body: En los términos del artículo 882 (ochocientos ochenta y dos), del Código de Procedimientos Civiles del Estado de Nuevo León, HAGO CON-STAR: La apertura en esta Notaría Pública a mi cargo, de la Sucesión Testamentaria a bienes de la señora GRACIELA ADRIANA TREVIÑO RODRÍGUEZ, quien en algunos actos se hacía llamar GRACIELA A. TREVIÑO RODRÍGUEZ o GRACIELA TREVIÑO RODRÍGUEZ y/o señor MIGUEL CAMPOS GONZÁLEZ, también fue conocido con los nombres de MIGUEL CAMPOS G y MIGUEL CAMPOS, y las declaraciones que ante mi hicieron los señores MIGUEL ANTONIO CAMPOS TREVIÑO, JUANITA GUADALUPE CAMPOS TREVIÑO, ADRIANA CAMPOS TREVIÑO Y JAVIER CAMPOS TREVIÑO, en su carácter de Únicos y Universales Herederos Legítimos, en el sentido de que reconocen sus derechos hereditarios y aceptan la herencia que corresponde de acuerdo a las disposiciones legales aplicables. Asimismo, la señora ADRIANA CAMPOS TREVIÑO, manifiesta que acepta el cargo de Albacea, protesta su fiel y legal desempeño y procederá a formular el inventario de los bienes que forman el acervo de la masa hereditaria. <box>1169 342 1384 510</box>
notice-body: Con Fecha (20) veinte de Junio del año (2025) dos mil veinticinco, ante la fe del Licenciado IGNACIO GERARDO MARTÍNEZ GONZÁLEZ, Notario Público Titular de la Notaría Pública Número (75) setenta y cinco, con ejercicio en el Primer Distrito Registral, comparecieron los señores ANA TERESA ÁLVAREZ TOSTADO ELIZONDO y ANDRES ÁLVAREZ TOSTADO ELIZONDO Y ANDRES ÁLVAREZ TOSTADO ELIZONDO, en su carácter de Únicos y Universales Herederos de la Autora de la Sucesión, con el fin de promover una testamentaria Extrajudicial, a bienes de la señora MARIA TERESA ELIZONDO GONZÁLEZ, conforme a lo preceptuado por los artículos (881) del código de procedimientos Civiles vigente en el Estado. Mediante la Radicación Extrajudicial Testamentaria, formalizándose en la Escritura Pública Número (35,421) treinta y cinco mil cuatrocientos veintiuno de fecha (20) veinte de junio del (2025) dos mil veinticinco, pasada ante la fe del Licenciado IGNACIO GER-ARDO MARTÍNEZ GONZÁLEZ, Notario Público Titular de la Notaría Pública Número (75) setenta y cinco, con ejercicio en el Primer Distrito Registral en el Estado de Nuevo León, se designa como Únicos y Universales Herederos a los señores ANA TERESA ÁLVAREZ TOSTADO ELIZONDO, ENRIQUE ÁLVAREZ TOSTADO ELIZONDO Y ANDRES ÁLVAREZ TOSTADO ELIZONDO, habiendo aceptado el conferimiento de herederos. Así mismo se designó a la señora ANA TERESA ÁLVAREZ TOSTADO ELIZONDO, como ALBACEA, quien aceptó el cargo que se le confirió y procederá a formular el Inventario de los bienes de dicho patrimonio número 18648,860/25, de la fecha al principio indicada. DOY FE. San Pedro Garza García N.L., a 20 de Junio de 2025. Atentamente: <box>940 76 1154 325</box>
notice-body: Con fecha 23 de Mayo del 2025, se ha denunciado en esta Notaría, LA SUCESIÓN INTESTAMENTARIA ADMINISTRATIVO DE INTESTADO Y TESTAMENTARIO ACUMULADO A BIENES DEL SEÑOR ISABEL ROMO ALVARADO, JOSE ISABEL ROMO; habiendo sido Juan algunos actos jurídicos se hace llamar ISABEL ROMO CUELLAR Y LA SEÑORA AURELIA ALVARADO TRUJILLO DE ROMO, quien para algunos actos jurídicos se hacía llamar AURELIA ALVARADO TRUJILLO, mediante Acta fuera de Protocolo 0952/126/2025. Con fundamento en lo dispuesto por el artículo 882, del Código Procedimientos Civiles para el Estado, se da a conocer por medio de dos publicaciones que se harán de diez en diez días en el Periódico El Porvenir que se edita en Monterrey, Nuevo León. Guadalupe, Nuevo León a 23 de Mayo del 2025. <box>253 963 467 1077</box>
notice-signature-line: SEGUNDO DISTRITO EN EL ESTADO <box>985 1041 1109 1049</box>
notice-signature-line: LICENCIADA GEORGINA ROSALES TRISTÁN <box>284 901 436 910</box>
notice <box>1169 713 1384 918</box>
notice <box>24 67 238 654</box>
notice-signature-line: LICENCIADO MARIA CAROLINA VELEZ QUINTANILLA <box>268 388 452 396</box>
publication-mark: (27 y 7) <box>806 1273 830 1281</box>
notice-body: Domicilio: Ignorado. Con fecha 29 veintinueve de noviembre del año 2019 dos mil diecinueve, este Juzgado Quinto de lo Familiar del Primer Distrito Judicial en el Estado, asumió la competencia del presente asunto al cual le fuera otorgado como numero expediente judicial el 1807/2019 relativo al juicio de divorcio por mutuo consentimiento promovido por Paulo Cesar Ornelas Marín y Rosalinda Manjarrez Guerrero ordenándose mediante auto fechado el 27 veintisiete de enero del año 2023 dos mil veintiséis y 01 uno de agosto del año en curso, rectificar al juzgador Paulo Cesar Ornelas Marín, la personal en su caso, ser reservará en depósito como garantía del cumplimiento de su obligación, y en caso, por caso del caso en que la postura legal antes invocada, esta autoridad ordenó la publicación de edictos por tres veces consecutivas en el Boletín Judicial, El Porvenir y el Periódico de Mayor Circulación, a fin de que dentro de los 3 tres días acuda al local de este Juzgado a manifestar lo que a sus derechos corresponda; asimismo hecho de que la notificación realizada en tal forma surtirá sus efectos a los 10 diez días contados desde el siguiente al de la última publicación. En la inteligencia de que se recomienda a los interesados la publicación de edictos por tres veces consecutivas en el Boletín Judicial, El Porvenir y el Periódico Oficial en el Estado, a fin de que dentro del término improrrogable de tres días acuda al local de este juzgado a manifestar lo que a sus derechos corresponda; asimismo hecho de que la notificación realizada en tal forma surtirá sus efectos a los 10 diez días contados desde el siguiente al de la última publicación. Asimismo, prevéngase a Paulo Cesar Ornelas Marín, a fin de que señale domicilio convencional para oír y recibir notificaciones dentro de la jurisdicción de este Juzgado, bajo apercibimiento de que de no hacerlo así, las subsecuentes notificaciones de carácter personal, se le realizarán por medio de instructivo fijado en la tabla de avisos que para tal efecto se lleva en este juzgado. Monterrey, Nuevo León, a 20 veinte de conformidad con lo dispuesto por el artículo 68 del código adjetivo a la materia. <box>711 441 925 742</box>
column-4 <box>704 64 933 2518</box>
notice-body: Con fecha (1°) primero de julio de (2024) dos mil veinticuatro, se inició en esta Notaría Pública la Sucesión Legítima a Bienes del señor LEO-BARDO LEY GUAJARDO GARZA, por parte de sus únicos y Universales Herederos los señores CAROLINA, LILIANA, MARIO ANTONIO Y ALEJANDRO DAVID, todos de apellidos GUAJARDO MONTELONGO, así como la señora ROSA MARIA MONTELONGO ÁVALOS, como cónyuge supérstite, lo que se publica por dos veces de (10) diez en (10) diez días en cumplimiento a lo dispuesto por el artículo (882) ochocientos ochenta y dos del Código de Procedimientos Civiles vigente en el Estado. DOY FE. <box>482 1024 696 1121</box>
notice-heading: EDICTO <box>117 67 145 75</box>
notice-heading: PUBLICACION NOTARIAL <box>1001 67 1093 75</box>
notice-signature-line: LIC. PABLO QUIROGA GONZÁLEZ <box>989 661 1105 669</box>
notice-signature-line: NOTARIO PÚBLICO TITULAR NÚMERO 47 <box>518 1130 660 1139</box>
notice-signature-line: TITULAR DE LA NOTARIA PÚBLICA 134 <box>1210 1094 1344 1102</box>
notice-signature-line: NOTARIO PÚBLICO NÚMERO 95 <box>992 466 1102 474</box>
notice-signature-line: LIC. GLORIA ILEANA RAMOS TORRES <box>294 1078 425 1087</box>
column-5 <box>933 64 1162 2518</box>
notice-subheading: Al Ciudadano: Cristian Arturo Guzmán Flores. <box>737 76 899 85</box>
notice-body: Con fecha 26 de Junio de 2025 dos mil veinticinco se inició en esta Notaría Pública a mi cargo en la Vía Extrajudicial, el Juicio Testamentario del señor GILBERTO RUIZ ROJAS, habiendo comparecido la señora MARIA YOLANDA LOPEZ GALLEGOS, el señor RICARDO LOPEZ GALLEGOS, y señor DAVID ALBERTO LOPEZ GALLEGOS, y el señor BENITO ALEJANDRO MARTINEZ LOPEZ, en su carácter de Únicos y Universales Herederos y como Albaceas además la primera de los comparecientes, designándose en el Testamento Público Abierto otorgado por el autor de la Sucesión, en la Escritura Pública Número 24,405 veinticuatro mil cuatrocientos cinco, de fecha 22 veintidós de Abril de 2010 dos mil diez, ante la fe de la Suscrita Notario; manifestando que aceptaron la herencia y el Testamento Público Abierto otorgado por el autor de la Sucesión, aceptaron la herencia y el cargo de Albaceas conferido, el cual protestaron fiel y legalmente, agregando que en su oportunidad formulará en Inventario de los bienes de la herencia. Lo que se publica de conformidad con el artículo 882 del Código de procedimientos Civiles vigente en el Estado. DOY FE. Monterrey, Nuevo León, 23 DE Junio del 2025. <box>482 626 696 795</box>
notice-signature-line: AL JUZGADO DE LO PENAL, DE <box>763 919 873 928</box>
notice-signature-line: LIC. ROGELIO CANTU GARZA <box>79 1318 182 1327</box>
column-1 <box>17 64 246 2518</box>
notice-subheading: A LA CIUDADANA FATIMA DEL ROSARIO CASTAÑEDA DEL RIO <box>256 76 464 93</box>
notice-signature-line: LIC. JORGE ALBERTO TREVIÑO LEAL <box>753 1255 883 1263</box>
notice <box>482 67 696 610</box>
notice <box>1169 554 1384 706</box>
notice-signature-line: NOTARIO PÚBLICO TITULAR NÚMERO 116 <box>745 1263 891 1272</box>
notice-heading: EDICTO <box>346 740 374 749</box>
notice-note: NOTA.- Otra publicación igual a la presente deberá aparecer después de diez días de esta. <box>482 980 696 998</box>
notice-signature-line: Monterrey, Nuevo León, a 23 de Junio de 2025. <box>1198 510 1356 519</box>
notice-signature-line: RATG-770411JM5 <box>330 1096 390 1105</box>
notice-signature-line: LIC. CECILIA GUADALUPE FLORES LEAL <box>518 953 660 962</box>
notice <box>711 422 925 770</box>
notice-signature-line: BELMARES. <box>110 636 152 644</box>
notice-signature-line: MOGG-760515-KF7 <box>1244 899 1310 907</box>
notice-signature-line: C. SECRETARIO ADSCRITO AL JUZGADO <box>289 707 431 715</box>
notice-signature-line: LIC. GERARDO MOYA GONZÁLEZ <box>989 828 1105 837</box>
notice-signature-line: LIC. GUSTAVO CARLOS FUENTEVILLA CARVAJAL <box>1190 298 1363 307</box>
notice-heading: EDICTO <box>804 421 832 430</box>
notice-signature-line: NOTARIO PUBLICO SUPLENTE NUM. 126 <box>1207 890 1347 899</box>
notice <box>253 457 467 734</box>
notice-heading: EDICTO <box>1033 694 1061 703</box>
notice-heading: EDICTO <box>804 777 832 785</box>
notice <box>24 661 238 1071</box>
notice-heading: EDICTO <box>117 661 145 669</box>
notice <box>482 617 696 831</box>
notice <box>711 777 925 964</box>
notice-signature-line: MOGG-760515-KF7 <box>1014 846 1080 855</box>
notice-heading: EDICTO <box>1263 553 1291 562</box>
notice <box>1169 67 1384 326</box>
notice-signature-line: LIC. GERARDO MOYA GONZÁLEZ <box>1219 882 1334 890</box>
column-6 <box>1162 64 1391 2518</box>
notice-body: Con fecha 24 de Junio del 2025, comparecieron ante el suscrito Notario Público, los señores RAMIRO MELCHOR VAZQUEZ, CARMEN LEONILA MELCHOR VAZQUEZ y CYNTHIA CAROLINA MELCHOR VAZQUEZ solicitando la Tramitación del PROCEDIMIENTO SUCESORIO DE INTESTADO EXTRAJUDICIAL A BIENES DE LA SEÑORA MARIA VAZQUEZ MELCHOR BADALIDUA; en fecha 29 días del mes de Mayo de 2025, asentado bajo el Acta Fuera de Protocolo número (134/17,977/2025), exhibiéndose los documentos que acreditan la defunción así como el cual se nombra a los comparecientes como Únicos y Universales Herederos, manifestando que aceptan la herencia que se les confiere y la Albacea, hacen la aceptación de su cargo y protestando su fiel y legal desempeño. Por lo que en cumplimiento a lo dispuesto por el artículo 882 del Código de Procedimientos Civiles vigente en el Estado se publica el presente aviso en uno de los periódicos de mayor circulación en el Estado. <box>940 880 1154 1022</box>
publication-mark: (27 y 7) <box>576 998 601 1006</box>
notice-signature-line: NOTARIO PÚBLICO NÚMERO 138 <box>1220 307 1334 315</box>
notice <box>711 971 925 1105</box>
notice-signature-line: TITULAR DE LA NOTARIA PÚBLICA 134 <box>980 1031 1114 1040</box>
